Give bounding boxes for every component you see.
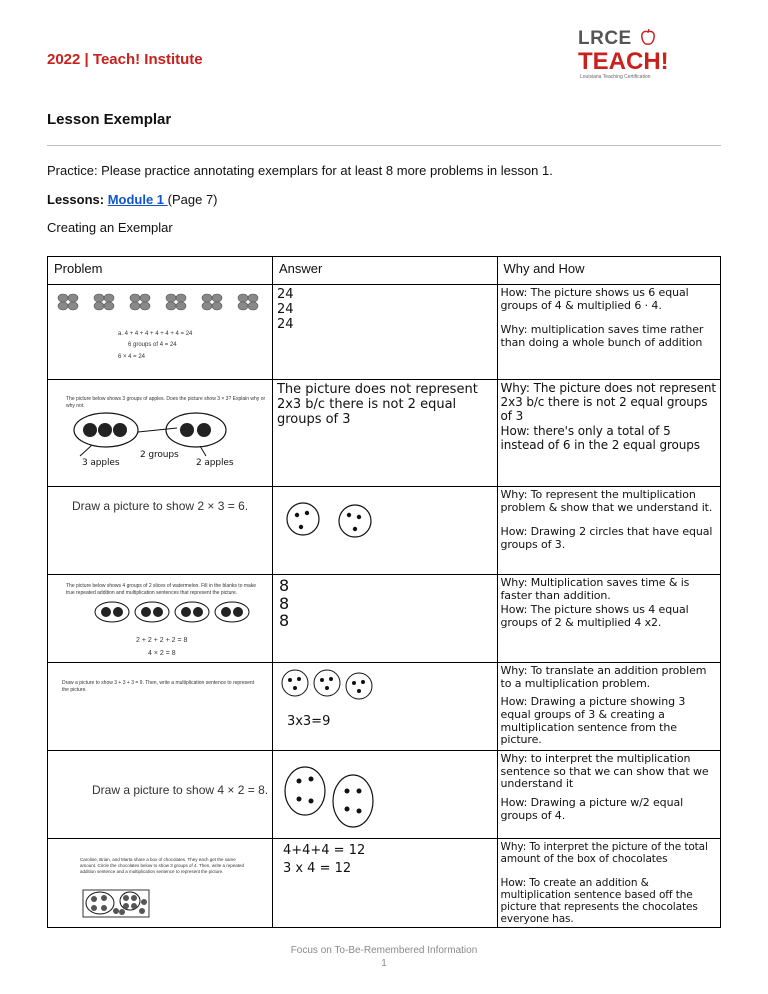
why-note: Why: The picture does not represent 2x3 b/c there is not 2 equal groups of 3 xyxy=(500,381,716,423)
problem-cell xyxy=(48,663,273,751)
answer-line: The picture does not represent 2x3 b/c there is not 2 equal groups of 3 xyxy=(276,382,478,427)
table-header-row xyxy=(48,257,721,285)
page-title: Lesson Exemplar xyxy=(47,111,172,128)
how-note: How: To create an addition & multiplication sentence based off the picture that represents the chocolates everyone has. xyxy=(500,877,698,926)
problem-equations: 2 + 2 + 2 + 2 = 8 4 × 2 = 8 xyxy=(136,637,188,657)
answer-cell xyxy=(272,487,497,575)
answer-line: 4+4+4 = 12 xyxy=(282,843,366,858)
why-how-cell xyxy=(497,380,720,487)
why-note: Why: Multiplication saves time & is faster than addition. xyxy=(500,576,690,602)
why-how-cell xyxy=(497,751,720,839)
page-ref: (Page 7) xyxy=(167,192,218,207)
table-row xyxy=(48,380,721,487)
logo-top-text: LRCE xyxy=(578,28,632,49)
practice-instructions: Practice: Please practice annotating exemplars for at least 8 more problems in lesson 1. xyxy=(47,163,553,178)
grouped-objects-image xyxy=(50,289,272,319)
table-row xyxy=(48,839,721,928)
creating-exemplar-label: Creating an Exemplar xyxy=(47,220,173,235)
problem-equations: a. 4 + 4 + 4 + 4 + 4 + 4 = 24 6 groups of 4 = 24 6 × 4 = 24 xyxy=(118,331,193,360)
why-how-cell xyxy=(497,285,720,380)
answer-line: 24 xyxy=(276,287,294,302)
exemplar-table xyxy=(47,256,721,928)
header-answer: Answer xyxy=(272,257,497,285)
label-groups: 2 groups xyxy=(140,450,179,460)
lessons-line xyxy=(47,192,218,207)
answer-line: 3x3=9 xyxy=(286,714,331,729)
answer-cell xyxy=(272,751,497,839)
watermelon-groups-image xyxy=(94,601,264,623)
answer-drawing xyxy=(283,497,393,547)
problem-text: Draw a picture to show 2 × 3 = 6. xyxy=(72,499,249,513)
why-note: Why: To interpret the picture of the total amount of the box of chocolates xyxy=(500,841,708,866)
page-number: 1 xyxy=(381,958,387,969)
problem-cell xyxy=(48,575,273,663)
answer-cell xyxy=(272,285,497,380)
answer-cell xyxy=(272,839,497,928)
why-note: Why: to interpret the multiplication sentence so that we can show that we understand it xyxy=(500,752,709,791)
apple-icon xyxy=(640,28,656,46)
institute-header: 2022 | Teach! Institute xyxy=(47,51,203,68)
logo-main-text: TEACH! xyxy=(578,48,669,75)
problem-text: Draw a picture to show 4 × 2 = 8. xyxy=(92,783,269,797)
answer-line: 3 x 4 = 12 xyxy=(282,860,352,876)
how-note: How: Drawing a picture showing 3 equal groups of 3 & creating a multiplication sentence from the picture. xyxy=(500,695,686,747)
problem-text: The picture below shows 3 groups of apples. Does the picture show 3 × 3? Explain why or why not. xyxy=(66,396,266,409)
lessons-label: Lessons: xyxy=(47,192,108,207)
problem-text: Caroline, Brian, and Marta share a box of chocolates. They each get the same amount. Circle the chocolates below to show 3 groups of 4. Then, write a repeated addition sentence and a multiplication sentence to represent the picture. xyxy=(80,857,245,874)
why-note: Why: To represent the multiplication problem & show that we understand it. xyxy=(500,488,713,514)
table-row xyxy=(48,575,721,663)
table-row xyxy=(48,487,721,575)
answer-line: 24 xyxy=(276,301,294,317)
why-note: Why: To translate an addition problem to a multiplication problem. xyxy=(500,664,707,690)
table-row xyxy=(48,751,721,839)
why-how-cell xyxy=(497,663,720,751)
lrce-teach-logo xyxy=(578,28,678,84)
answer-cell xyxy=(272,575,497,663)
how-note: How: Drawing 2 circles that have equal groups of 3. xyxy=(500,525,713,551)
how-note: How: there's only a total of 5 instead of 6 in the 2 equal groups xyxy=(500,424,700,453)
how-note: How: Drawing a picture w/2 equal groups of 4. xyxy=(500,795,684,822)
header-problem: Problem xyxy=(48,257,273,285)
answer-line: 8 xyxy=(278,576,290,595)
footer-text: Focus on To-Be-Remembered Information xyxy=(290,945,478,956)
table-row xyxy=(48,285,721,380)
label-apples: 3 apples xyxy=(82,458,120,468)
problem-text: Draw a picture to show 3 + 3 + 3 = 9. Then, write a multiplication sentence to represent the picture. xyxy=(62,680,255,693)
why-how-cell xyxy=(497,575,720,663)
module-link[interactable]: Module 1 xyxy=(107,192,168,207)
answer-line: 24 xyxy=(276,316,294,332)
how-note: How: The picture shows us 6 equal groups of 4 & multiplied 6 · 4. xyxy=(500,286,689,312)
header-why-how: Why and How xyxy=(497,257,720,285)
answer-cell xyxy=(272,380,497,487)
divider xyxy=(47,145,721,146)
why-how-cell xyxy=(497,487,720,575)
label-two-apples: 2 apples xyxy=(196,458,234,468)
problem-cell xyxy=(48,380,273,487)
problem-cell xyxy=(48,285,273,380)
answer-line: 8 xyxy=(278,611,290,631)
answer-drawing xyxy=(281,667,391,703)
problem-cell xyxy=(48,839,273,928)
problem-text: The picture below shows 4 groups of 2 slices of watermelon. Fill in the blanks to make true repeated addition and multiplication sentences that represent the picture. xyxy=(66,583,257,596)
problem-cell xyxy=(48,751,273,839)
answer-cell xyxy=(272,663,497,751)
how-note: How: The picture shows us 4 equal groups of 2 & multiplied 4 x2. xyxy=(500,603,689,629)
why-how-cell xyxy=(497,839,720,928)
problem-cell xyxy=(48,487,273,575)
why-note: Why: multiplication saves time rather than doing a whole bunch of addition xyxy=(500,323,704,349)
chocolate-box-image xyxy=(82,889,152,919)
logo-sub-text: Louisiana Teaching Certification xyxy=(580,74,651,80)
table-row xyxy=(48,663,721,751)
answer-drawing xyxy=(281,761,391,831)
answer-line: 8 xyxy=(278,593,290,613)
